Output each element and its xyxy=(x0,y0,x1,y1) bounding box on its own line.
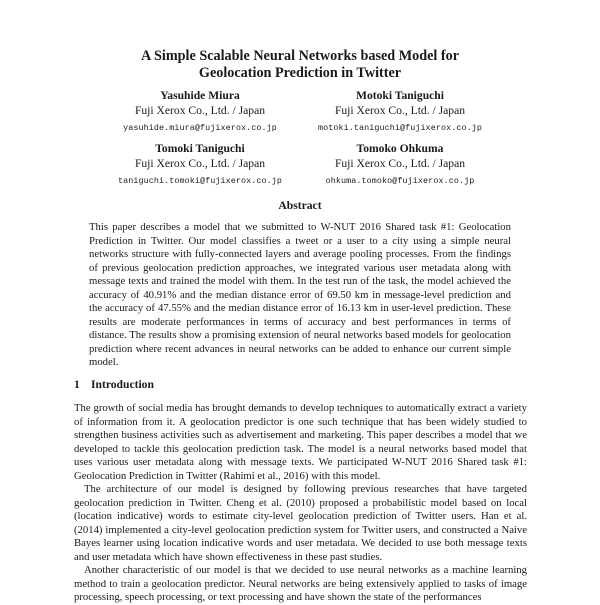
paragraph: The architecture of our model is designed by following previous researches that have targeted geolocation prediction in Twitter. Cheng et al. (2010) proposed a probabilistic model based on local (location indicative) words to estimate city-level geolocation prediction of Twitter users. Han et al. (2014) implemented a city-level geolocation prediction system for Twitter users, and constructed a Naive Bayes learner using location indicative words and user metadata. We decided to use both message texts and user metadata which have shown effectiveness in these past studies. xyxy=(74,483,527,563)
author-email: motoki.taniguchi@fujixerox.co.jp xyxy=(317,123,483,133)
author-name: Motoki Taniguchi xyxy=(356,89,444,102)
section-heading xyxy=(74,377,154,392)
section-title: Introduction xyxy=(91,378,154,391)
author-block-2 xyxy=(250,88,550,135)
author-name: Yasuhide Miura xyxy=(160,89,240,102)
author-email: yasuhide.miura@fujixerox.co.jp xyxy=(123,123,277,133)
title-line-1: A Simple Scalable Neural Networks based Model for xyxy=(140,48,460,64)
section-number: 1 xyxy=(74,378,80,391)
author-email: ohkuma.tomoko@fujixerox.co.jp xyxy=(325,176,475,186)
author-email: taniguchi.tomoki@fujixerox.co.jp xyxy=(117,176,283,186)
section-body xyxy=(74,402,527,605)
paragraph: Another characteristic of our model is that we decided to use neural networks as a machine learning method to train a geolocation predictor. Neural networks are being extensively applied to tasks of image processing, speech processing, or text processing and have shown the state of the performances xyxy=(74,564,527,603)
author-affiliation: Fuji Xerox Co., Ltd. / Japan xyxy=(334,157,466,170)
abstract-heading: Abstract xyxy=(278,199,322,212)
title-line-2: Geolocation Prediction in Twitter xyxy=(198,65,402,81)
author-name: Tomoki Taniguchi xyxy=(155,142,245,155)
author-name: Tomoko Ohkuma xyxy=(356,142,444,155)
paragraph: The growth of social media has brought demands to develop techniques to automatically extract a variety of information from it. A geolocation predictor is one such technique that has been widely studied to strengthen business activities such as advertisement and marketing. This paper describes a model that we developed to tackle this geolocation prediction task. The model is a neural networks based model that uses various user metadata along with message texts. We participated W-NUT 2016 Shared task #1: Geolocation Prediction in Twitter (Rahimi et al., 2016) with this model. xyxy=(74,402,527,482)
abstract-body: This paper describes a model that we submitted to W-NUT 2016 Shared task #1: Geolocation Prediction in Twitter. Our model classifies a tweet or a user to a city using a simple neural networks structure with fully-connected layers and average pooling processes. From the findings of previous geolocation prediction approaches, we integrated various user metadata along with message texts and trained the model with them. In the test run of the task, the model achieved the accuracy of 40.91% and the median distance error of 69.50 km in message-level prediction and the accuracy of 47.55% and the median distance error of 16.13 km in user-level prediction. These results are moderate performances in terms of accuracy and best performances in terms of distance. The results show a promising extension of neural networks based models for geolocation prediction where recent advances in neural networks can be added to enhance our current simple model. xyxy=(89,221,511,368)
paper-title xyxy=(0,48,600,82)
author-affiliation: Fuji Xerox Co., Ltd. / Japan xyxy=(134,104,266,117)
author-block-4 xyxy=(250,141,550,188)
author-affiliation: Fuji Xerox Co., Ltd. / Japan xyxy=(134,157,266,170)
author-affiliation: Fuji Xerox Co., Ltd. / Japan xyxy=(334,104,466,117)
